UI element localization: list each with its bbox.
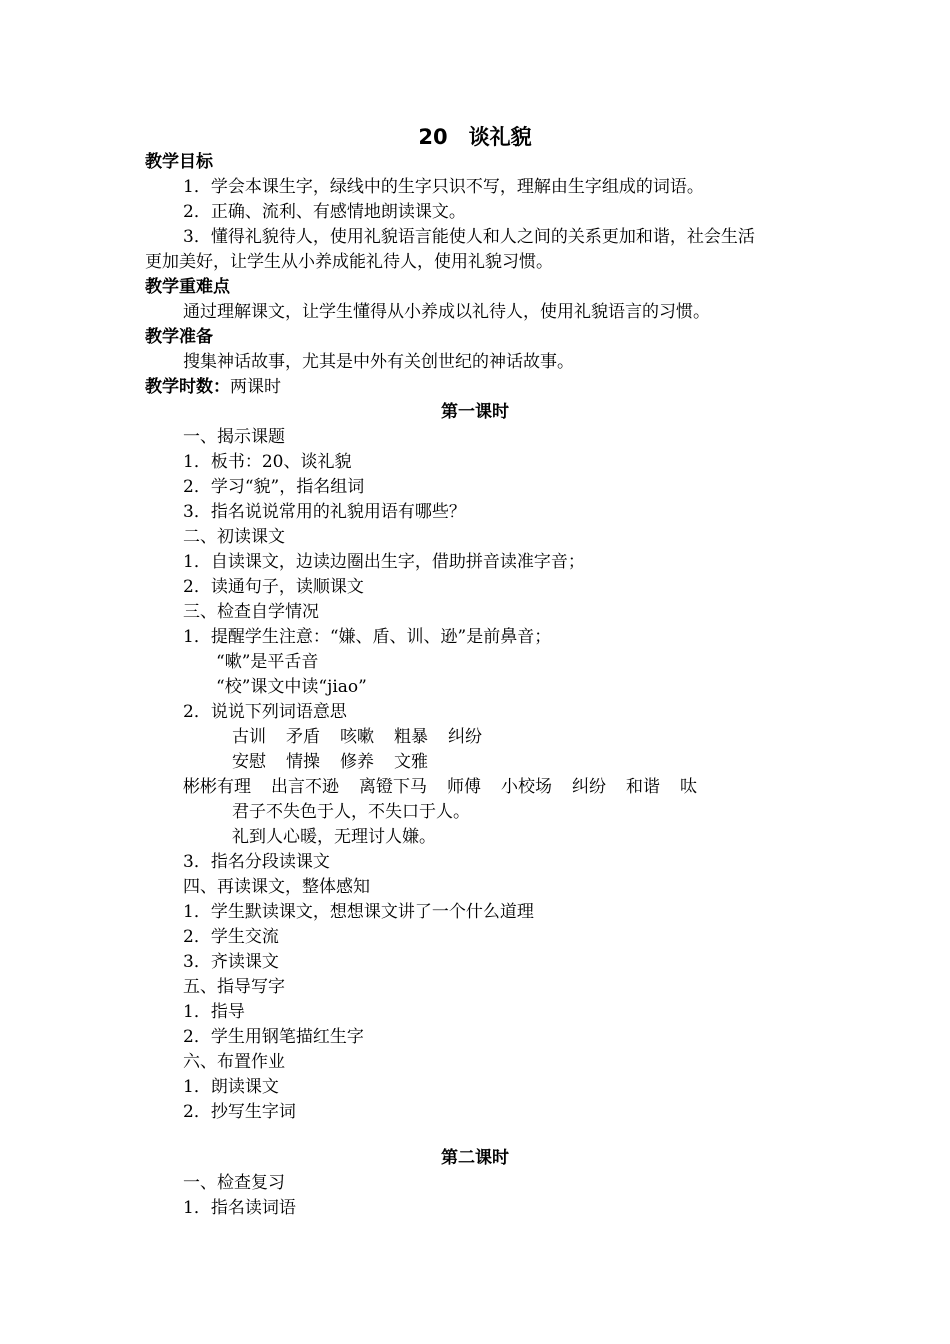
- lesson1-line: 2．说说下列词语意思: [183, 702, 347, 722]
- preparation-heading: 教学准备: [145, 327, 213, 347]
- objectives-heading: 教学目标: [145, 152, 213, 172]
- lesson1-line: 2．读通句子，读顺课文: [183, 577, 364, 597]
- lesson1-line: 3．指名说说常用的礼貌用语有哪些？: [183, 502, 466, 522]
- lesson1-line: 1．朗读课文: [183, 1077, 279, 1097]
- hours-value: 两课时: [230, 377, 281, 397]
- lesson1-line: 2．学生交流: [183, 927, 279, 947]
- objective-item: 1．学会本课生字，绿线中的生字只识不写，理解由生字组成的词语。: [183, 177, 704, 197]
- saying: 礼到人心暖，无理讨人嫌。: [232, 827, 436, 847]
- hours-label: 教学时数：: [145, 377, 230, 397]
- saying: 君子不失色于人，不失口于人。: [232, 802, 470, 822]
- vocab-word: 咳嗽: [340, 727, 374, 747]
- vocab-word: 纠纷: [448, 727, 482, 747]
- vocab-word: 修养: [340, 752, 374, 772]
- lesson1-line: 五、指导写字: [183, 977, 285, 997]
- vocab-word: 呔: [680, 777, 697, 797]
- vocab-word: 离镫下马: [359, 777, 427, 797]
- vocab-word: 小校场: [501, 777, 552, 797]
- lesson1-line: 2．学习“貌”，指名组词: [183, 477, 365, 497]
- lesson2-line: 一、检查复习: [183, 1173, 285, 1193]
- lesson1-line: 四、再读课文，整体感知: [183, 877, 370, 897]
- vocab-word: 师傅: [447, 777, 481, 797]
- vocab-word: 文雅: [394, 752, 428, 772]
- vocab-word: 古训: [232, 727, 266, 747]
- lesson1-line: “嗽”是平舌音: [216, 652, 319, 672]
- lesson1-line: 一、揭示课题: [183, 427, 285, 447]
- lesson1-line: 1．学生默读课文，想想课文讲了一个什么道理: [183, 902, 534, 922]
- lesson1-line: 六、布置作业: [183, 1052, 285, 1072]
- word-list-row: [232, 725, 502, 749]
- vocab-word: 粗暴: [394, 727, 428, 747]
- lesson1-line: 1．自读课文，边读边圈出生字，借助拼音读准字音；: [183, 552, 585, 572]
- lesson1-line: 2．抄写生字词: [183, 1102, 296, 1122]
- preparation-text: 搜集神话故事，尤其是中外有关创世纪的神话故事。: [183, 352, 574, 372]
- lesson1-line: 2．学生用钢笔描红生字: [183, 1027, 364, 1047]
- lesson2-heading: 第二课时: [441, 1148, 509, 1168]
- lesson2-line: 1．指名读词语: [183, 1198, 296, 1218]
- word-list-row: [232, 750, 448, 774]
- lesson1-line: 3．指名分段读课文: [183, 852, 330, 872]
- word-list-row: [183, 775, 717, 799]
- lesson1-line: 1．指导: [183, 1002, 245, 1022]
- lesson1-line: “校”课文中读“jiao”: [216, 677, 367, 697]
- lesson1-heading: 第一课时: [441, 402, 509, 422]
- objective-item: 3．懂得礼貌待人，使用礼貌语言能使人和人之间的关系更加和谐，社会生活: [183, 227, 755, 247]
- lesson1-line: 1．提醒学生注意：“嫌、盾、训、逊”是前鼻音；: [183, 627, 552, 647]
- vocab-word: 彬彬有理: [183, 777, 251, 797]
- objective-item-continued: 更加美好，让学生从小养成能礼待人，使用礼貌习惯。: [145, 252, 553, 272]
- hours-line: [145, 375, 281, 399]
- objective-item: 2．正确、流利、有感情地朗读课文。: [183, 202, 466, 222]
- vocab-word: 出言不逊: [271, 777, 339, 797]
- lesson1-line: 1．板书：20、谈礼貌: [183, 452, 352, 472]
- page-title: 20 谈礼貌: [418, 125, 532, 149]
- lesson1-line: 三、检查自学情况: [183, 602, 319, 622]
- vocab-word: 安慰: [232, 752, 266, 772]
- lesson1-line: 3．齐读课文: [183, 952, 279, 972]
- vocab-word: 情操: [286, 752, 320, 772]
- key-points-heading: 教学重难点: [145, 277, 230, 297]
- vocab-word: 矛盾: [286, 727, 320, 747]
- key-points-text: 通过理解课文，让学生懂得从小养成以礼待人，使用礼貌语言的习惯。: [183, 302, 710, 322]
- lesson1-line: 二、初读课文: [183, 527, 285, 547]
- vocab-word: 和谐: [626, 777, 660, 797]
- vocab-word: 纠纷: [572, 777, 606, 797]
